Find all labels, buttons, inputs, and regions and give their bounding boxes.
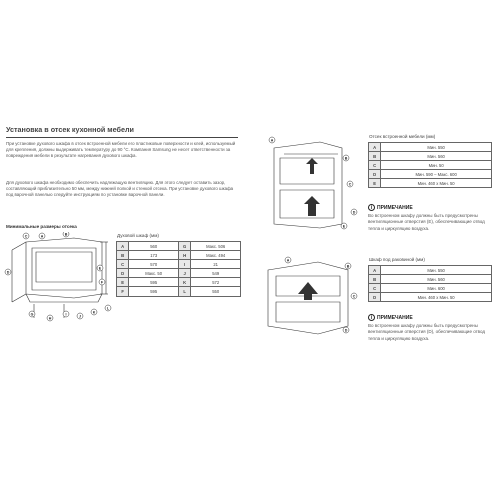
dimension-key: D: [117, 269, 129, 278]
oven-label: K: [92, 310, 96, 315]
undersink-label: A: [286, 258, 290, 263]
table-row: [117, 287, 241, 296]
dimension-key: E: [117, 278, 129, 287]
dimension-key: A: [117, 242, 129, 251]
dimension-key: C: [369, 161, 381, 170]
table-row: [369, 161, 492, 170]
dimension-key: A: [369, 143, 381, 152]
dimensions-heading: Минимальные размеры отсека: [6, 224, 77, 229]
dimension-key: D: [369, 293, 381, 302]
table-row: [369, 293, 492, 302]
note-1-heading: ПРИМЕЧАНИЕ: [377, 204, 413, 211]
note-1-text: Во встроенном шкафу должны быть предусмотрены вентиляционные отверстия (E), обеспечивающие отвод тепла и циркуляцию воздуха.: [368, 213, 485, 231]
dimension-key: C: [117, 260, 129, 269]
dimension-value: 173: [129, 251, 179, 260]
table-row: [117, 278, 241, 287]
info-icon: i: [368, 314, 375, 321]
dimension-value: Мин. 560: [381, 275, 492, 284]
dimension-key: A: [369, 266, 381, 275]
intro-paragraph: При установке духового шкафа в отсек встроенной мебели его пластиковые поверхности и клей, используемый для крепления, должны выдерживать температуру до 90 °C. Компания Samsung не несет ответственности за повреждения мебели в результате нагревания духового шкафа.: [6, 141, 236, 159]
dimension-key: B: [117, 251, 129, 260]
oven-dimensions-table: [116, 241, 241, 297]
undersink-cabinet-diagram: [258, 256, 362, 340]
builtin-dimensions-table: [368, 142, 492, 188]
note-1: [368, 204, 488, 232]
dimension-value: Мин. 460 x Мин. 50: [381, 179, 492, 188]
oven-label: F: [100, 280, 104, 285]
dimension-value: 570: [129, 260, 179, 269]
oven-label: C: [24, 234, 28, 239]
builtin-label: C: [348, 182, 352, 187]
note-2-text: Во встроенном шкафу должны быть предусмотрены вентиляционные отверстия (D), обеспечивающие отвод тепла и циркуляцию воздуха.: [368, 323, 486, 341]
table-row: [117, 251, 241, 260]
undersink-label: D: [344, 328, 348, 333]
oven-table-caption: Духовой шкаф (мм): [117, 233, 159, 238]
dimension-value: Мин. 550: [381, 143, 492, 152]
table-row: [369, 152, 492, 161]
dimension-value: 21: [191, 260, 241, 269]
builtin-label: E: [342, 224, 346, 229]
table-row: [117, 269, 241, 278]
table-row: [369, 179, 492, 188]
table-row: [117, 260, 241, 269]
note-2-heading: ПРИМЕЧАНИЕ: [377, 314, 413, 321]
info-icon: i: [368, 204, 375, 211]
oven-label: G: [30, 312, 34, 317]
table-row: [117, 242, 241, 251]
section-title: Установка в отсек кухонной мебели: [6, 125, 134, 134]
undersink-table-caption: Шкаф под раковиной (мм): [369, 257, 425, 262]
dimension-key: I: [178, 260, 190, 269]
dimension-key: H: [178, 251, 190, 260]
builtin-table-caption: Отсек встроенной мебели (мм): [369, 134, 436, 139]
dimension-key: L: [178, 287, 190, 296]
dimension-value: Макс. 494: [191, 251, 241, 260]
undersink-dimensions-table: [368, 265, 492, 302]
dimension-value: Мин. 460 x Мин. 50: [381, 293, 492, 302]
table-row: [369, 266, 492, 275]
dimension-value: 549: [191, 269, 241, 278]
table-row: [369, 170, 492, 179]
dimension-value: Мин. 600: [381, 284, 492, 293]
oven-dimensions-diagram: [4, 232, 112, 322]
dimension-value: Мин. 50: [381, 161, 492, 170]
oven-label: H: [48, 316, 52, 321]
dimension-value: Мин. 560: [381, 152, 492, 161]
table-row: [369, 275, 492, 284]
dimension-key: F: [117, 287, 129, 296]
dimension-key: G: [178, 242, 190, 251]
note-2: [368, 314, 488, 342]
dimension-value: Макс. 50: [129, 269, 179, 278]
builtin-label: A: [270, 138, 274, 143]
undersink-label: C: [352, 294, 356, 299]
title-rule: [6, 137, 238, 138]
dimension-value: 572: [191, 278, 241, 287]
dimension-value: 595: [129, 287, 179, 296]
dimension-value: 550: [191, 287, 241, 296]
dimension-key: B: [369, 152, 381, 161]
dimension-value: 560: [129, 242, 179, 251]
oven-label: L: [106, 306, 110, 311]
oven-label: B: [64, 232, 68, 237]
dimension-key: E: [369, 179, 381, 188]
oven-label: E: [98, 266, 102, 271]
dimension-value: Макс. 506: [191, 242, 241, 251]
dimension-value: Мин. 550: [381, 266, 492, 275]
dimension-value: Мин. 590 – Макс. 600: [381, 170, 492, 179]
table-row: [369, 143, 492, 152]
oven-label: D: [6, 270, 10, 275]
ventilation-paragraph: Для духового шкафа необходимо обеспечить надлежащую вентиляцию. Для этого следует оставить зазор, составляющий приблизительно 50 мм, между нижней полкой и стенкой отсека. При установке духового шкафа под варочной панелью следуйте инструкциям по установке варочной панели.: [6, 180, 234, 198]
dimension-value: 595: [129, 278, 179, 287]
dimension-key: K: [178, 278, 190, 287]
table-row: [369, 284, 492, 293]
undersink-label: B: [346, 264, 350, 269]
oven-label: J: [79, 314, 81, 319]
oven-label: I: [65, 312, 67, 317]
oven-label: A: [40, 234, 44, 239]
dimension-key: B: [369, 275, 381, 284]
dimension-key: D: [369, 170, 381, 179]
builtin-label: B: [344, 156, 348, 161]
dimension-key: C: [369, 284, 381, 293]
builtin-label: D: [352, 210, 356, 215]
dimension-key: J: [178, 269, 190, 278]
builtin-cabinet-diagram: [258, 134, 362, 230]
